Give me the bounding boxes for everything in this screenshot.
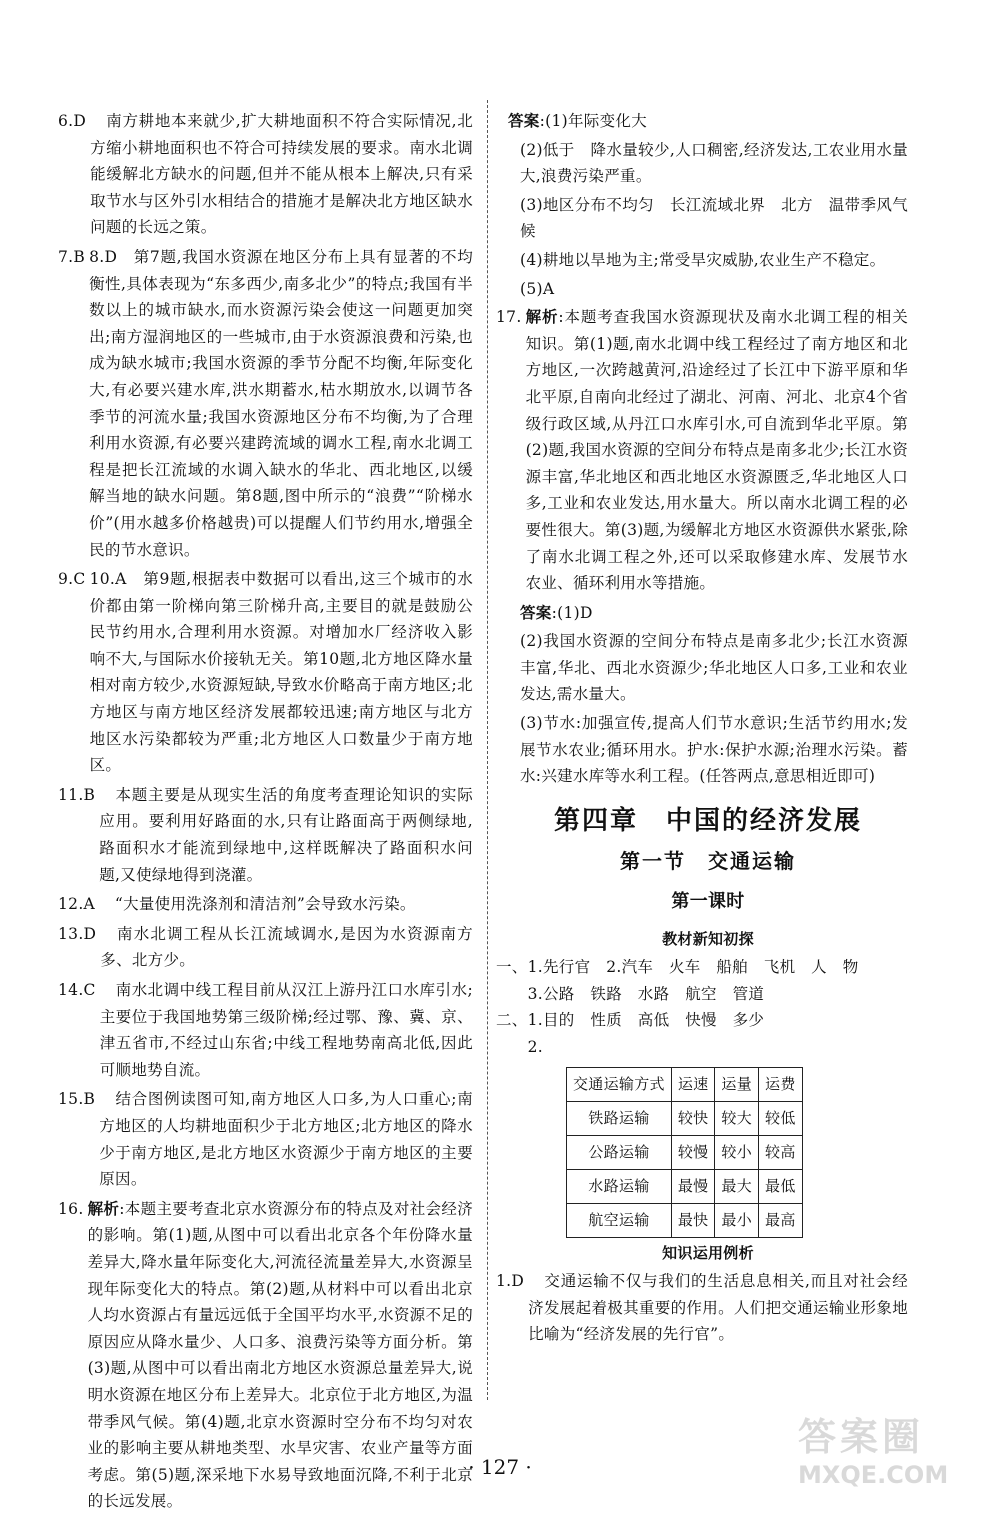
answer-number: 11.B [58, 785, 96, 804]
answer-line: :(1)D [551, 603, 593, 622]
table-cell: 最低 [759, 1169, 803, 1203]
subheading-new-knowledge: 教材新知初探 [662, 929, 754, 948]
table-cell: 较慢 [671, 1135, 715, 1169]
table-cell: 较小 [715, 1135, 759, 1169]
lesson-title: 第一课时 [671, 891, 745, 913]
watermark-logo [798, 1406, 988, 1489]
table-cell: 最大 [715, 1169, 759, 1203]
table-header: 运速 [671, 1067, 715, 1101]
answer-number: 7.B [58, 247, 86, 266]
answer-text: “大量使用洗涤剂和清洁剂”会导致水污染。 [99, 895, 416, 914]
answer-item [58, 566, 473, 779]
knowledge-line: 2. [496, 1038, 543, 1056]
answer-item [58, 782, 473, 888]
table-row [567, 1203, 803, 1237]
answer-line: (3)地区分布不均匀 长江流域北界 北方 温带季风气候 [520, 195, 908, 241]
answer-number: 17. [496, 308, 522, 327]
answer-text: 8.D 第7题,我国水资源在地区分布上具有显著的不均衡性,具体表现为“东多西少,南多北少”的特点;我国有半数以上的城市缺水,而水资源污染会使这一问题更加突出;南方湿润地区的一些城市,由于水资源浪费和污染,也成为缺水城市;我国水资源的季节分配不均衡,年际变化大,有必要兴建水库,洪水期蓄水,枯水期放水,以调节各季节的河流水量;我国水资源地区分布不均衡,为了合理利用水资源,有必要兴建跨流域的调水工程,南水北调工程是把长江流域的水调入缺水的华北、西北地区,以缓解当地的缺水问题。第8题,图中所示的“浪费”“阶梯水价”(用水越多价格越贵)可以提醒人们节约用水,增强全民的节水意识。 [89, 247, 473, 559]
table-cell: 最高 [759, 1203, 803, 1237]
subheading-application: 知识运用例析 [662, 1243, 754, 1262]
table-header: 运量 [715, 1067, 759, 1101]
table-header: 运费 [759, 1067, 803, 1101]
table-header: 交通运输方式 [567, 1067, 672, 1101]
answer-line: (4)耕地以旱地为主;常受旱灾威胁,农业生产不稳定。 [520, 250, 886, 269]
chapter-title: 第四章 中国的经济发展 [553, 805, 862, 836]
watermark-text: 答案圈 [798, 1415, 925, 1459]
answer-text: 南方耕地本来就少,扩大耕地面积不符合实际情况,北方缩小耕地面积也不符合可持续发展的要求。南水北调能缓解北方缺水的问题,但并不能从根本上解决,只有采取节水与区外引水相结合的措施才是解决北方地区缺水问题的长远之策。 [90, 112, 473, 237]
table-cell: 铁路运输 [567, 1101, 672, 1135]
answer-item [58, 1086, 473, 1192]
table-row [567, 1169, 803, 1203]
answer-item [496, 1268, 908, 1348]
column-divider [487, 100, 488, 1400]
answer-number: 6.D [58, 112, 87, 130]
table-cell: 较高 [759, 1135, 803, 1169]
answer-line: :(1)年际变化大 [539, 112, 647, 130]
answer-item [58, 244, 473, 563]
answer-item [58, 108, 473, 241]
answer-text [526, 304, 908, 597]
answer-number: 15.B [58, 1090, 96, 1109]
section-title: 第一节 交通运输 [620, 849, 796, 874]
table-cell: 航空运输 [567, 1203, 672, 1237]
answer-number: 12.A [58, 895, 96, 914]
table-cell: 水路运输 [567, 1169, 672, 1203]
analysis-text: :本题主要考查北京水资源分布的特点及对社会经济的影响。第(1)题,从图中可以看出北京各个年份降水量差异大,降水量年际变化大,河流径流量差异大,水资源呈现年际变化大的特点。第(2)题,从材料中可以看出北京人均水资源占有量远远低于全国平均水平,水资源不足的原因应从降水量少、人口多、浪费污染等方面分析。第(3)题,从图中可以看出南北方地区水资源总量差异大,说明水资源在地区分布上差异大。北京位于北方地区,为温带季风气候。第(4)题,北京水资源时空分布不均匀对农业的影响主要从耕地类型、水旱灾害、农业产量等方面考虑。第(5)题,深采地下水易导致地面沉降,不利于北京的长远发展。 [87, 1199, 474, 1511]
answer-text: 结合图例读图可知,南方地区人口多,为人口重心;南方地区的人均耕地面积少于北方地区;北方地区的降水少于南方地区,是北方地区水资源少于南方地区的主要原因。 [99, 1090, 473, 1189]
table-header-row [567, 1067, 803, 1101]
table-row [567, 1135, 803, 1169]
answer-text: 南水北调工程从长江流域调水,是因为水资源南方多、北方少。 [100, 924, 473, 970]
table-cell: 最慢 [671, 1169, 715, 1203]
answer-16-block [508, 108, 908, 135]
answer-line: (3)节水:加强宣传,提高人们节水意识;生活节约用水;发展节水农业;循环用水。护水:保护水源;治理水污染。蓄水:兴建水库等水利工程。(任答两点,意思相近即可) [520, 714, 908, 786]
answer-line: (2)低于 降水量较少,人口稠密,经济发达,工农业用水量大,浪费污染严重。 [520, 140, 908, 186]
right-column [496, 108, 908, 1351]
answer-17-block [508, 600, 908, 627]
answer-number: 16. [58, 1199, 84, 1218]
answer-text: 交通运输不仅与我们的生活息息相关,而且对社会经济发展起着极其重要的作用。人们把交通运输业形象地比喻为“经济发展的先行官”。 [528, 1272, 908, 1344]
knowledge-line: 一、1.先行官 2.汽车 火车 船舶 飞机 人 物 [496, 958, 859, 977]
left-column [58, 108, 473, 1518]
answer-number: 9.C [58, 570, 86, 589]
table-cell: 最小 [715, 1203, 759, 1237]
answer-number: 1.D [496, 1272, 525, 1291]
watermark-url: MXQE.COM [798, 1461, 949, 1489]
answer-item [58, 977, 473, 1083]
table-cell: 公路运输 [567, 1135, 672, 1169]
knowledge-line: 3.公路 铁路 水路 航空 管道 [496, 984, 765, 1003]
analysis-text: :本题考查我国水资源现状及南水北调工程的相关知识。第(1)题,南水北调中线工程经过了南方地区和北方地区,一次跨越黄河,沿途经过了长江中下游平原和华北平原,自南向北经过了湖北、河南、河北、北京4个省级行政区域,从丹江口水库引水,可自流到华北平原。第(2)题,我国水资源的空间分布特点是南多北少;长江水资源丰富,华北地区和西北地区水资源匮乏,华北地区人口多,工业和农业发达,用水量大。所以南水北调工程的必要性很大。第(3)题,为缓解北方地区水资源供水紧张,除了南水北调工程之外,还可以采取修建水库、发展节水农业、循环利用水等措施。 [525, 308, 908, 593]
answer-text: 南水北调中线工程目前从汉江上游丹江口水库引水;主要位于我国地势第三级阶梯;经过鄂、豫、冀、京、津五省市,不经过山东省;中线工程地势南高北低,因此可顺地势自流。 [99, 981, 473, 1079]
answer-item [58, 891, 473, 918]
table-cell: 较大 [715, 1101, 759, 1135]
answer-text: 10.A 第9题,根据表中数据可以看出,这三个城市的水价都由第一阶梯向第三阶梯升高,主要目的就是鼓励公民节约用水,合理利用水资源。对增加水厂经济收入影响不大,与国际水价接轨无关。第10题,北方地区降水量相对南方较少,水资源短缺,导致水价略高于南方地区;北方地区与南方地区经济发展都较迅速;南方地区与北方地区水污染都较为严重;北方地区人口数量少于南方地区。 [89, 570, 473, 775]
analysis-label: 解析 [87, 1198, 120, 1218]
knowledge-line: 二、1.目的 性质 高低 快慢 多少 [496, 1011, 765, 1030]
analysis-label: 解析 [525, 307, 559, 327]
transport-table [566, 1067, 803, 1238]
answer-item [496, 304, 908, 597]
page-number: · 127 · [468, 1455, 532, 1479]
table-cell: 较低 [759, 1101, 803, 1135]
answer-number: 13.D [58, 924, 97, 943]
answer-number: 14.C [58, 981, 96, 999]
answer-line: (5)A [520, 279, 555, 298]
answer-line: (2)我国水资源的空间分布特点是南多北少;长江水资源丰富,华北、西北水资源少;华北地区人口多,工业和农业发达,需水量大。 [520, 632, 908, 704]
table-row [567, 1101, 803, 1135]
answer-label: 答案 [520, 602, 552, 622]
answer-item [58, 921, 473, 974]
table-cell: 最快 [671, 1203, 715, 1237]
answer-label: 答案 [508, 111, 540, 130]
answer-text: 本题主要是从现实生活的角度考查理论知识的实际应用。要利用好路面的水,只有让路面高于两侧绿地,路面积水才能流到绿地中,这样既解决了路面积水问题,又使绿地得到浇灌。 [99, 785, 473, 884]
table-cell: 较快 [671, 1101, 715, 1135]
